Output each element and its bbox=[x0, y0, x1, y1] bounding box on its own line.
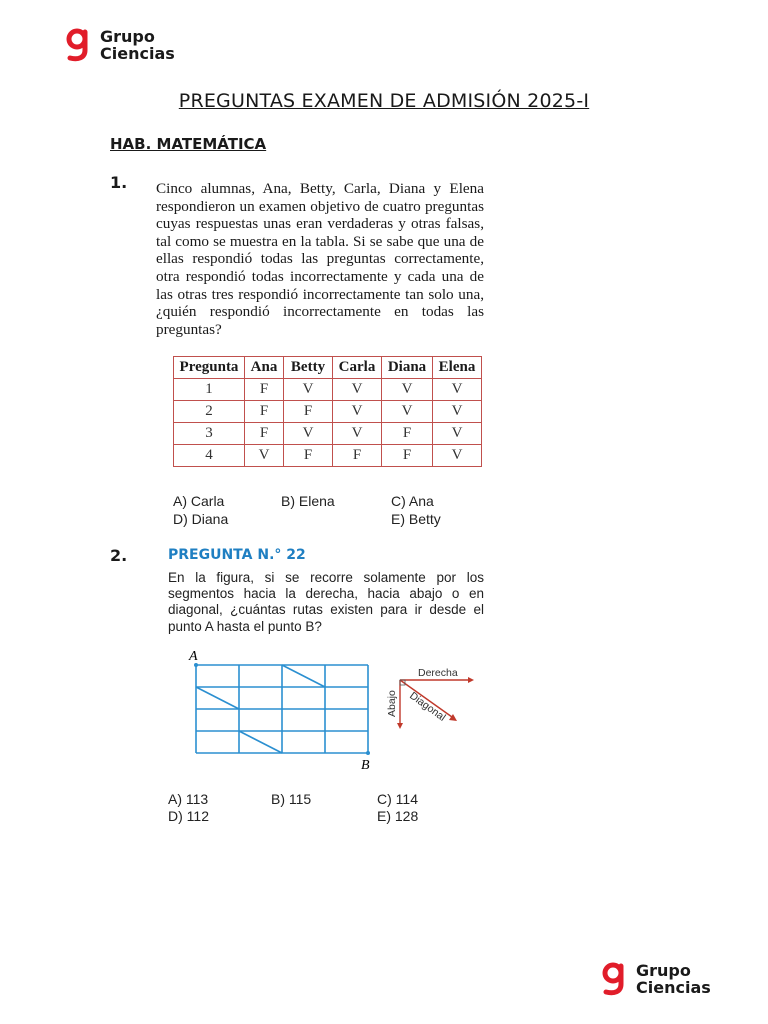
table-cell: V bbox=[382, 379, 433, 401]
brand-line1: Grupo bbox=[636, 961, 691, 980]
question-1-text: Cinco alumnas, Ana, Betty, Carla, Diana y Elena respondieron un examen objetivo de cuatro preguntas cuyas respuestas unas eran verdaderas y otras falsas, tal como se muestra en la tabla. Si se sabe que una de ellas respondió todas las preguntas correctamente, otra respondió todas incorrectamente y cada una de las otras tres respondió incorrectamente tan solo una, ¿quién respondió incorrectamente en todas las preguntas? bbox=[156, 180, 484, 338]
table-cell: V bbox=[433, 445, 482, 467]
table-cell: V bbox=[333, 401, 382, 423]
table-row bbox=[174, 379, 482, 401]
brand-line1: Grupo bbox=[100, 27, 155, 46]
route-grid-figure bbox=[180, 645, 480, 775]
table-cell: V bbox=[382, 401, 433, 423]
option-b: B) 115 bbox=[271, 791, 312, 807]
question-2-heading: PREGUNTA N.° 22 bbox=[168, 547, 306, 563]
legend-down-label: Abajo bbox=[386, 690, 398, 717]
brand-logo bbox=[64, 28, 175, 62]
table-cell: 1 bbox=[174, 379, 245, 401]
table-cell: V bbox=[433, 423, 482, 445]
table-cell: F bbox=[284, 401, 333, 423]
table-cell: F bbox=[245, 423, 284, 445]
table-header-row bbox=[174, 357, 482, 379]
section-heading: HAB. MATEMÁTICA bbox=[110, 135, 267, 153]
option-a: A) Carla bbox=[173, 493, 225, 509]
grid-lines bbox=[196, 665, 368, 753]
point-b-label: B bbox=[361, 758, 370, 773]
option-e: E) Betty bbox=[391, 511, 441, 527]
option-c: C) 114 bbox=[377, 791, 418, 807]
option-d: D) 112 bbox=[168, 808, 209, 824]
answers-table bbox=[173, 356, 482, 467]
table-cell: V bbox=[333, 423, 382, 445]
table-header: Ana bbox=[245, 357, 284, 379]
table-cell: V bbox=[433, 401, 482, 423]
table-cell: 4 bbox=[174, 445, 245, 467]
table-cell: F bbox=[382, 445, 433, 467]
direction-legend bbox=[386, 667, 474, 729]
table-header: Carla bbox=[333, 357, 382, 379]
brand-line2: Ciencias bbox=[636, 978, 711, 997]
point-b-dot bbox=[366, 751, 370, 755]
table-header: Elena bbox=[433, 357, 482, 379]
table-cell: F bbox=[284, 445, 333, 467]
option-d: D) Diana bbox=[173, 511, 229, 527]
table-row bbox=[174, 423, 482, 445]
question-2-number: 2. bbox=[110, 546, 128, 565]
table-cell: V bbox=[433, 379, 482, 401]
legend-diagonal-label: Diagonal bbox=[407, 689, 448, 724]
table-header: Diana bbox=[382, 357, 433, 379]
legend-right-label: Derecha bbox=[418, 667, 458, 679]
table-cell: F bbox=[245, 379, 284, 401]
table-cell: 2 bbox=[174, 401, 245, 423]
question-2-text: En la figura, si se recorre solamente por los segmentos hacia la derecha, hacia abajo o en diagonal, ¿cuántas rutas existen para ir desde el punto A hasta el punto B? bbox=[168, 570, 484, 634]
table-cell: 3 bbox=[174, 423, 245, 445]
point-a-label: A bbox=[189, 649, 198, 664]
option-c: C) Ana bbox=[391, 493, 434, 509]
table-cell: F bbox=[333, 445, 382, 467]
footer-brand-logo bbox=[600, 962, 711, 996]
brand-line2: Ciencias bbox=[100, 44, 175, 63]
option-a: A) 113 bbox=[168, 791, 209, 807]
table-cell: V bbox=[245, 445, 284, 467]
table-cell: V bbox=[284, 423, 333, 445]
grupo-ciencias-logo-icon bbox=[64, 28, 94, 62]
table-row bbox=[174, 401, 482, 423]
table-header: Betty bbox=[284, 357, 333, 379]
table-cell: V bbox=[333, 379, 382, 401]
table-row bbox=[174, 445, 482, 467]
option-e: E) 128 bbox=[377, 808, 419, 824]
table-cell: V bbox=[284, 379, 333, 401]
option-b: B) Elena bbox=[281, 493, 335, 509]
question-1-number: 1. bbox=[110, 173, 128, 192]
table-header: Pregunta bbox=[174, 357, 245, 379]
table-cell: F bbox=[382, 423, 433, 445]
page-title: PREGUNTAS EXAMEN DE ADMISIÓN 2025-I bbox=[178, 90, 590, 112]
table-cell: F bbox=[245, 401, 284, 423]
grupo-ciencias-logo-icon bbox=[600, 962, 630, 996]
